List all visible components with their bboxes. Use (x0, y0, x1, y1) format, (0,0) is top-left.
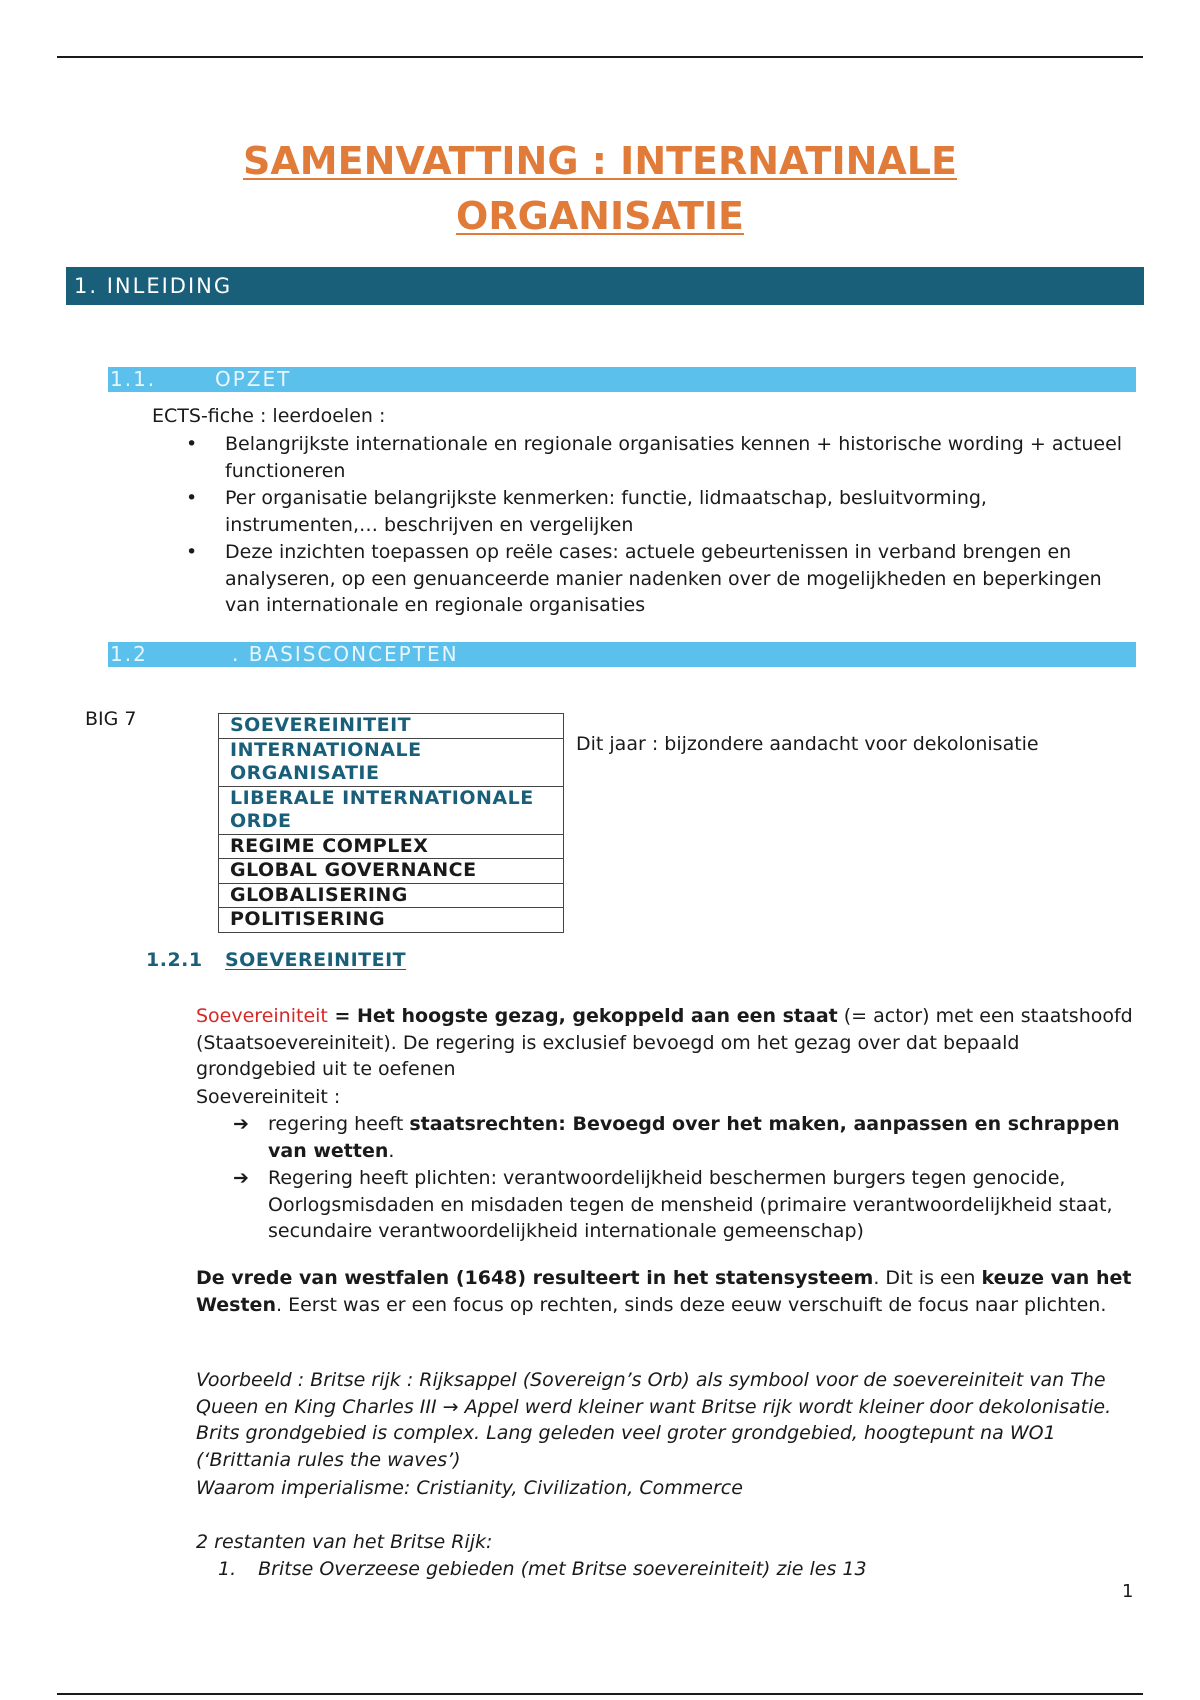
big7-table (218, 713, 564, 933)
heading-opzet-label: OPZET (215, 367, 292, 391)
list-item: ➔ regering heeft staatsrechten: Bevoegd over het maken, aanpassen en schrappen van wetten. (233, 1113, 1120, 1162)
heading-basisconcepten-number: 1.2 (110, 642, 148, 666)
top-rule (57, 56, 1143, 58)
document-title (0, 134, 1200, 244)
big7-row: LIBERALE INTERNATIONALE ORDE (219, 787, 563, 835)
big7-row: POLITISERING (230, 908, 386, 930)
big7-row: GLOBALISERING (219, 884, 563, 909)
big7-row: SOEVEREINITEIT (219, 714, 563, 739)
arrow-icon: ➔ (233, 1113, 249, 1135)
list-item: • Belangrijkste internationale en regionale organisaties kennen + historische wording + actueel functioneren (186, 433, 1123, 482)
title-line-1: SAMENVATTING : INTERNATINALE (243, 139, 957, 183)
heading-opzet (108, 367, 1136, 392)
heading-opzet-number: 1.1. (110, 367, 157, 391)
soevereiniteit-arrow-list (233, 1111, 1133, 1246)
list-item: • Deze inzichten toepassen op reële cases: actuele gebeurtenissen in verband brengen en analyseren, op een genuanceerde manier nadenken over de mogelijkheden en beperkingen van internationale en regionale organisaties (186, 541, 1102, 616)
definition-paragraph: Soevereiniteit = Het hoogste gezag, gekoppeld aan een staat (= actor) met een staatshoofd (Staatsoevereiniteit). De regering is exclusief bevoegd om het gezag over dat bepaald grondgebied uit te oefenen (196, 1005, 1133, 1080)
big7-row: GLOBAL GOVERNANCE (219, 859, 563, 884)
example-paragraph: Voorbeeld : Britse rijk : Rijksappel (Sovereign’s Orb) als symbool voor de soevereiniteit van The Queen en King Charles III → Appel werd kleiner want Britse rijk wordt kleiner door dekolonisatie. Brits grondgebied is complex. Lang geleden veel groter grondgebied, hoogtepunt na WO1 (‘Brittania rules the waves’) (196, 1369, 1112, 1471)
dekolonisatie-note: Dit jaar : bijzondere aandacht voor dekolonisatie (576, 733, 1039, 755)
restanten-label: 2 restanten van het Britse Rijk: (196, 1531, 493, 1553)
big7-label: BIG 7 (85, 708, 137, 730)
big7-row: REGIME COMPLEX (219, 835, 563, 860)
arrow-icon: ➔ (233, 1167, 249, 1189)
ects-intro: ECTS-fiche : leerdoelen : (152, 405, 386, 427)
heading-inleiding: 1. INLEIDING (66, 267, 1144, 305)
heading-soevereiniteit-label: SOEVEREINITEIT (225, 949, 407, 971)
list-item: • Per organisatie belangrijkste kenmerken: functie, lidmaatschap, besluitvorming, instrumenten,… beschrijven en vergelijken (186, 487, 987, 536)
heading-soevereiniteit (146, 949, 407, 971)
bottom-rule (57, 1693, 1143, 1695)
page-number: 1 (1122, 1581, 1134, 1602)
heading-basisconcepten (108, 642, 1136, 667)
list-item: ➔ Regering heeft plichten: verantwoordelijkheid beschermen burgers tegen genocide, Oorlogsmisdaden en misdaden tegen de mensheid (primaire verantwoordelijkheid staat, secundaire verantwoordelijkheid internationale gemeenschap) (233, 1167, 1113, 1242)
title-line-2: ORGANISATIE (456, 194, 744, 238)
westfalen-paragraph: De vrede van westfalen (1648) resulteert in het statensysteem. Dit is een keuze van het Westen. Eerst was er een focus op rechten, sinds deze eeuw verschuift de focus naar plichten. (196, 1267, 1132, 1316)
heading-basisconcepten-label: . BASISCONCEPTEN (232, 642, 459, 666)
restanten-list-item: 1. Britse Overzeese gebieden (met Britse soevereiniteit) zie les 13 (218, 1558, 867, 1580)
soevereiniteit-label: Soevereiniteit : (196, 1086, 341, 1108)
imperialism-line: Waarom imperialisme: Cristianity, Civilization, Commerce (196, 1477, 743, 1499)
definition-bold: Het hoogste gezag, gekoppeld aan een staat (357, 1005, 838, 1027)
learning-goals-list (186, 431, 1136, 620)
heading-soevereiniteit-number: 1.2.1 (146, 949, 203, 971)
big7-row: INTERNATIONALE ORGANISATIE (219, 739, 563, 787)
definition-term: Soevereiniteit (196, 1005, 328, 1027)
